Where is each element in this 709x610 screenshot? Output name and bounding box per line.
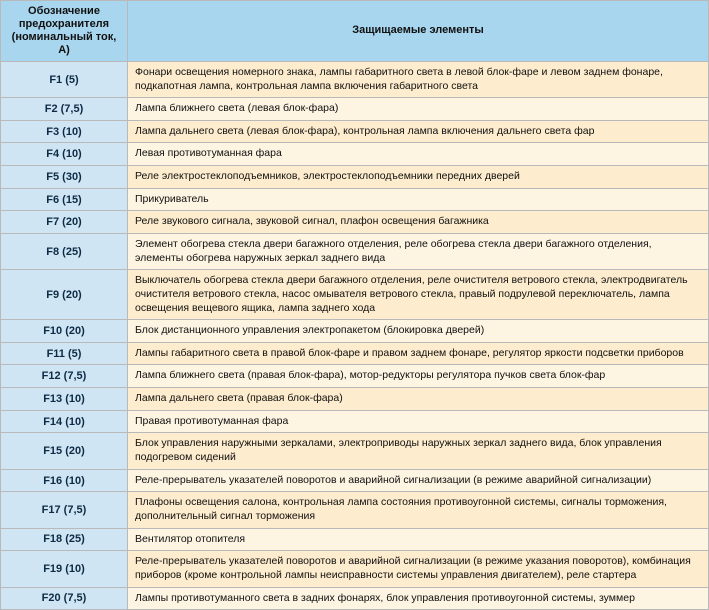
fuse-designation: F13 (10) <box>1 388 128 411</box>
fuse-designation: F10 (20) <box>1 320 128 343</box>
table-row <box>1 61 709 97</box>
table-row <box>1 433 709 469</box>
fuse-description: Реле электростеклоподъемников, электростеклоподъемники передних дверей <box>128 166 709 189</box>
table-row <box>1 410 709 433</box>
fuse-description: Реле-прерыватель указателей поворотов и аварийной сигнализации (в режиме указания поворотов), комбинация приборов (кроме контрольной лампы неисправности системы управления двигателем), реле стартера <box>128 551 709 587</box>
fuse-designation: F12 (7,5) <box>1 365 128 388</box>
table-header <box>1 1 709 62</box>
fuse-designation: F19 (10) <box>1 551 128 587</box>
table-row <box>1 120 709 143</box>
fuse-designation: F1 (5) <box>1 61 128 97</box>
fuse-description: Элемент обогрева стекла двери багажного отделения, реле обогрева стекла двери багажного отделения, элементы обогрева наружных зеркал заднего вида <box>128 234 709 270</box>
table-row <box>1 342 709 365</box>
table-row <box>1 166 709 189</box>
fuse-designation: F17 (7,5) <box>1 492 128 528</box>
fuse-designation: F3 (10) <box>1 120 128 143</box>
fuse-description: Лампа ближнего света (правая блок-фара), мотор-редукторы регулятора пучков света блок-фар <box>128 365 709 388</box>
table-row <box>1 551 709 587</box>
fuse-description: Лампы противотуманного света в задних фонарях, блок управления противоугонной системы, зуммер <box>128 587 709 610</box>
header-designation: Обозначение предохранителя (номинальный ток, А) <box>1 1 128 62</box>
fuse-description: Лампа дальнего света (правая блок-фара) <box>128 388 709 411</box>
fuse-description: Лампа дальнего света (левая блок-фара), контрольная лампа включения дальнего света фар <box>128 120 709 143</box>
fuse-description: Блок дистанционного управления электропакетом (блокировка дверей) <box>128 320 709 343</box>
table-row <box>1 587 709 610</box>
fuse-description: Фонари освещения номерного знака, лампы габаритного света в левой блок-фаре и левом заднем фонаре, подкапотная лампа, контрольная лампа включения габаритного света <box>128 61 709 97</box>
fuse-description: Блок управления наружными зеркалами, электроприводы наружных зеркал заднего вида, блок управления подогревом сидений <box>128 433 709 469</box>
fuse-designation: F9 (20) <box>1 270 128 320</box>
table-row <box>1 528 709 551</box>
header-protected-elements: Защищаемые элементы <box>128 1 709 62</box>
fuse-description: Реле звукового сигнала, звуковой сигнал, плафон освещения багажника <box>128 211 709 234</box>
fuse-designation: F5 (30) <box>1 166 128 189</box>
fuse-description: Выключатель обогрева стекла двери багажного отделения, реле очистителя ветрового стекла, электродвигатель очистителя ветрового стекла, насос омывателя ветрового стекла, правый подрулевой переключатель, лампа освещения вещевого ящика, лампа заднего хода <box>128 270 709 320</box>
fuse-designation: F2 (7,5) <box>1 98 128 121</box>
fuse-designation: F4 (10) <box>1 143 128 166</box>
table-row <box>1 388 709 411</box>
fuse-description: Вентилятор отопителя <box>128 528 709 551</box>
fuse-description: Прикуриватель <box>128 188 709 211</box>
table-row <box>1 211 709 234</box>
header-row <box>1 1 709 62</box>
fuse-description: Плафоны освещения салона, контрольная лампа состояния противоугонной системы, сигналы торможения, дополнительный сигнал торможения <box>128 492 709 528</box>
table-row <box>1 365 709 388</box>
fuse-description: Лампы габаритного света в правой блок-фаре и правом заднем фонаре, регулятор яркости подсветки приборов <box>128 342 709 365</box>
fuse-designation: F20 (7,5) <box>1 587 128 610</box>
table-row <box>1 234 709 270</box>
table-body <box>1 61 709 609</box>
fuse-designation: F8 (25) <box>1 234 128 270</box>
fuse-designation: F7 (20) <box>1 211 128 234</box>
fuse-description: Правая противотуманная фара <box>128 410 709 433</box>
fuse-designation: F18 (25) <box>1 528 128 551</box>
table-row <box>1 492 709 528</box>
fuse-description: Реле-прерыватель указателей поворотов и аварийной сигнализации (в режиме аварийной сигнализации) <box>128 469 709 492</box>
fuse-description: Лампа ближнего света (левая блок-фара) <box>128 98 709 121</box>
fuse-designation: F11 (5) <box>1 342 128 365</box>
table-row <box>1 188 709 211</box>
fuse-designation: F16 (10) <box>1 469 128 492</box>
fuse-designation: F6 (15) <box>1 188 128 211</box>
table-row <box>1 270 709 320</box>
table-row <box>1 320 709 343</box>
fuse-designation: F14 (10) <box>1 410 128 433</box>
table-row <box>1 143 709 166</box>
table-row <box>1 469 709 492</box>
fuse-designation: F15 (20) <box>1 433 128 469</box>
fuse-description: Левая противотуманная фара <box>128 143 709 166</box>
table-row <box>1 98 709 121</box>
